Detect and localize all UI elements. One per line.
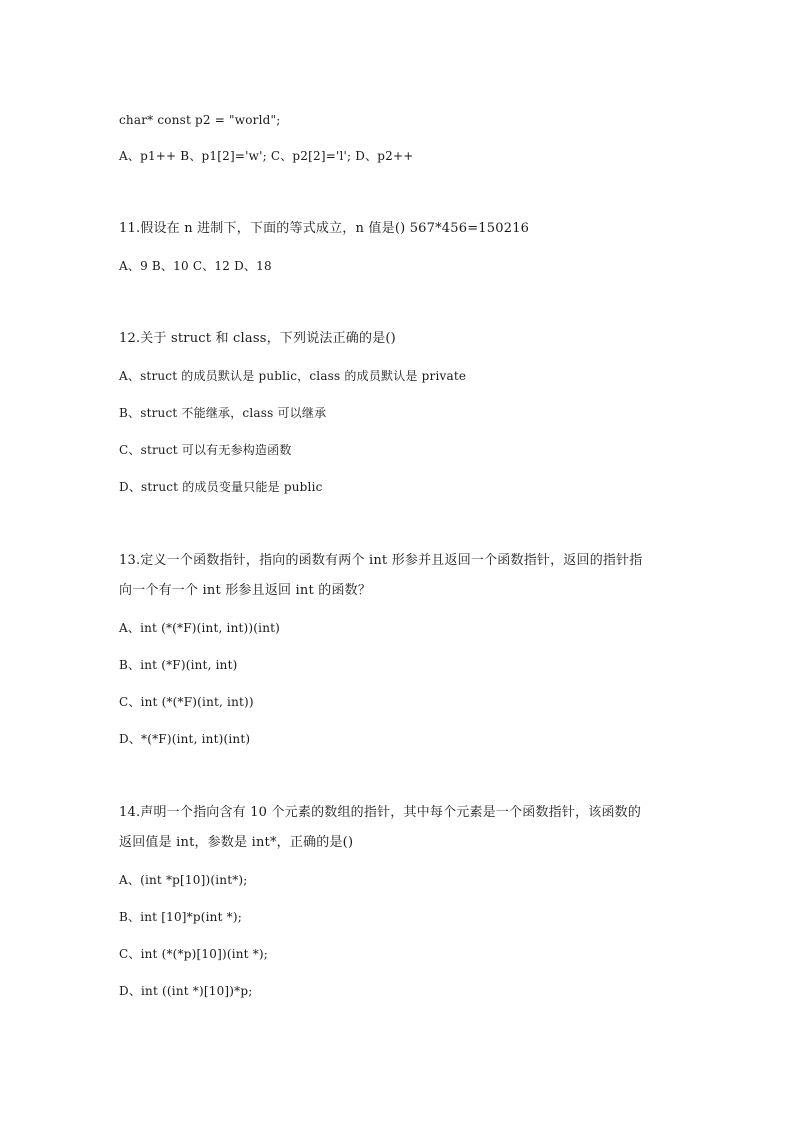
q11-question: 11.假设在 n 进制下，下面的等式成立，n 值是() 567*456=150216 (119, 221, 530, 236)
q14-question-line1: 14.声明一个指向含有 10 个元素的数组的指针，其中每个元素是一个函数指针，该函数的 (119, 805, 642, 820)
q13-option-b: B、int (*F)(int, int) (119, 658, 238, 672)
q13-option-a: A、int (*(*F)(int, int))(int) (119, 621, 281, 635)
q13-question-line2: 向一个有一个 int 形参且返回 int 的函数？ (119, 583, 372, 598)
q12-option-a: A、struct 的成员默认是 public，class 的成员默认是 private (119, 369, 467, 383)
q14-option-c: C、int (*(*p)[10])(int *); (119, 947, 269, 961)
q10-options: A、p1++ B、p1[2]='w'; C、p2[2]='l'; D、p2++ (119, 149, 414, 163)
q13-option-d: D、*(*F)(int, int)(int) (119, 732, 251, 746)
q11-options: A、9 B、10 C、12 D、18 (119, 259, 272, 273)
q12-option-b: B、struct 不能继承，class 可以继承 (119, 406, 327, 420)
q12-option-d: D、struct 的成员变量只能是 public (119, 480, 323, 494)
q14-option-d: D、int ((int *)[10])*p; (119, 984, 253, 998)
q14-question-line2: 返回值是 int，参数是 int*，正确的是() (119, 835, 354, 850)
code-line: char* const p2 = "world"; (119, 113, 281, 127)
q14-option-a: A、(int *p[10])(int*); (119, 873, 248, 887)
q12-question: 12.关于 struct 和 class，下列说法正确的是() (119, 331, 396, 346)
q13-question-line1: 13.定义一个函数指针，指向的函数有两个 int 形参并且返回一个函数指针，返回的指针指 (119, 553, 643, 568)
q13-option-c: C、int (*(*F)(int, int)) (119, 695, 254, 709)
q12-option-c: C、struct 可以有无参构造函数 (119, 443, 292, 457)
q14-option-b: B、int [10]*p(int *); (119, 910, 242, 924)
